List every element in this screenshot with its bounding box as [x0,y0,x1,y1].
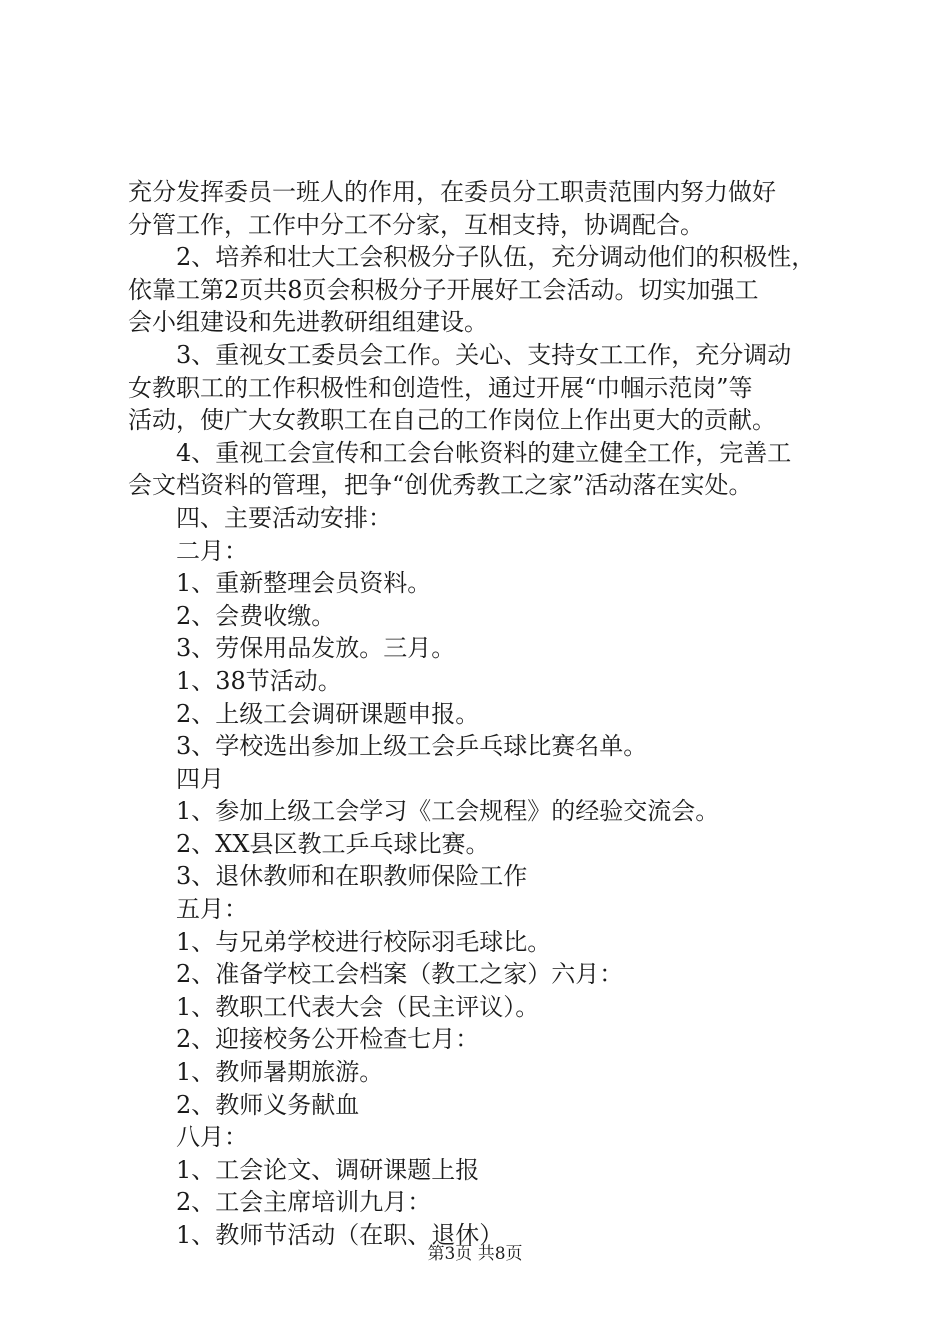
text-line: 3、重视女工委员会工作。关心、支持女工工作，充分调动 [176,340,792,369]
text-line: 会文档资料的管理，把争“创优秀教工之家”活动落在实处。 [128,471,753,500]
text-line: 3、退休教师和在职教师保险工作 [176,862,528,891]
text-line: 依靠工第2页共8页会积极分子开展好工会活动。切实加强工 [128,275,759,304]
text-line: 活动，使广大女教职工在自己的工作岗位上作出更大的贡献。 [128,406,776,435]
text-line: 2、XX县区教工乒乓球比赛。 [176,829,490,858]
text-line: 2、准备学校工会档案（教工之家）六月： [176,960,624,989]
page-footer: 第3页 共8页 [427,1244,523,1264]
text-line: 1、工会论文、调研课题上报 [176,1155,480,1184]
text-line: 2、培养和壮大工会积极分子队伍，充分调动他们的积极性， [176,243,816,272]
text-line: 1、教师节活动（在职、退休） [176,1221,504,1249]
text-line: 五月： [176,895,248,924]
text-line: 分管工作，工作中分工不分家，互相支持，协调配合。 [128,210,704,239]
text-line: 1、教师暑期旅游。 [176,1058,384,1087]
text-line: 1、38节活动。 [176,666,342,695]
text-line: 2、教师义务献血 [176,1090,360,1119]
text-line: 女教职工的工作积极性和创造性，通过开展“巾帼示范岗”等 [128,373,753,402]
text-line: 2、会费收缴。 [176,601,336,630]
text-line: 二月： [176,536,248,565]
text-line: 2、上级工会调研课题申报。 [176,699,480,728]
text-line: 1、教职工代表大会（民主评议）。 [176,992,540,1021]
text-line: 3、劳保用品发放。三月。 [176,634,456,663]
text-line: 四月 [176,764,224,793]
text-line: 4、重视工会宣传和工会台帐资料的建立健全工作，完善工 [176,438,792,467]
text-line: 充分发挥委员一班人的作用，在委员分工职责范围内努力做好 [128,178,776,206]
text-line: 1、与兄弟学校进行校际羽毛球比。 [176,927,552,956]
text-line: 2、工会主席培训九月： [176,1188,432,1217]
text-line: 3、学校选出参加上级工会乒乓球比赛名单。 [176,732,648,761]
text-line: 会小组建设和先进教研组组建设。 [128,308,488,337]
text-line: 1、重新整理会员资料。 [176,569,432,598]
text-line: 四、主要活动安排： [176,503,392,532]
text-line: 八月： [176,1123,248,1152]
document-body [128,176,833,1252]
text-line: 1、参加上级工会学习《工会规程》的经验交流会。 [176,797,720,826]
text-line: 2、迎接校务公开检查七月： [176,1025,480,1054]
